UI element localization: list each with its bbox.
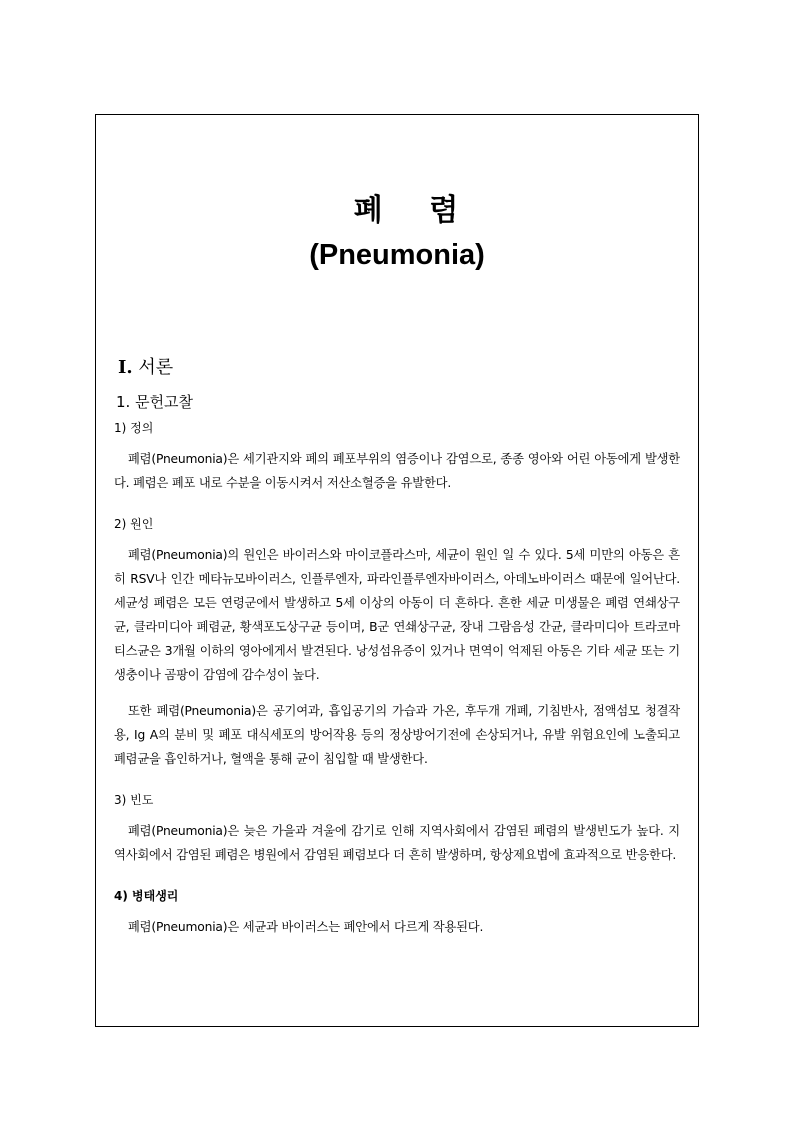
spacer [114, 771, 680, 791]
document-body [114, 355, 680, 939]
paragraph-cause-1: 폐렴(Pneumonia)의 원인은 바이러스와 마이코플라스마, 세균이 원인 일 수 있다. 5세 미만의 아동은 흔히 RSV나 인간 메타뉴모바이러스, 인플루엔자, 파라인플루엔자바이러스, 아데노바이러스 때문에 일어난다. 세균성 폐렴은 모든 연령군에서 발생하고 5세 이상의 아동이 더 흔하다. 흔한 세균 미생물은 폐렴 연쇄상구균, 클라미디아 폐렴균, 황색포도상구균 등이며, B군 연쇄상구균, 장내 그람음성 간균, 클라미디아 트라코마티스균은 3개월 이하의 영아에게서 발견된다. 낭성섬유증이 있거나 면역이 억제된 아동은 기타 세균 또는 기생충이나 곰팡이 감염에 감수성이 높다. [114, 548, 680, 682]
paragraph-frequency: 폐렴(Pneumonia)은 늦은 가을과 겨울에 감기로 인해 지역사회에서 감염된 폐렴의 발생빈도가 높다. 지역사회에서 감염된 폐렴은 병원에서 감염된 폐렴보다 더 흔히 발생하며, 항상제요법에 효과적으로 반응한다. [114, 824, 680, 862]
item-heading-frequency: 3) 빈도 [114, 793, 154, 807]
document-title-english: (Pneumonia) [309, 239, 485, 271]
paragraph-definition: 폐렴(Pneumonia)은 세기관지와 폐의 폐포부위의 염증이나 감염으로, 종종 영아와 어린 아동에게 발생한다. 폐렴은 폐포 내로 수분을 이동시켜서 저산소혈증을 유발한다. [114, 452, 680, 490]
section-number: Ⅰ. [118, 357, 133, 378]
spacer [114, 687, 680, 699]
page-border [95, 114, 699, 1027]
item-heading-cause: 2) 원인 [114, 517, 154, 531]
section-heading [118, 355, 680, 381]
item-heading-definition: 1) 정의 [114, 421, 154, 435]
paragraph-cause-2: 또한 폐렴(Pneumonia)은 공기여과, 흡입공기의 가습과 가온, 후두개 개폐, 기침반사, 점액섬모 청결작용, Ig A의 분비 및 폐포 대식세포의 방어작용 등의 정상방어기전에 손상되거나, 유발 위험요인에 노출되고 폐렴균을 흡인하거나, 혈액을 통해 균이 침입할 때 발생한다. [114, 704, 680, 766]
spacer [114, 867, 680, 887]
subsection-heading: 1. 문헌고찰 [116, 393, 194, 411]
paragraph-pathophysiology: 폐렴(Pneumonia)은 세균과 바이러스는 폐안에서 다르게 작용된다. [128, 920, 484, 934]
document-title-korean: 폐 렴 [353, 193, 477, 228]
section-title: 서론 [138, 357, 174, 378]
spacer [114, 495, 680, 515]
item-heading-pathophysiology: 4) 병태생리 [114, 889, 179, 903]
